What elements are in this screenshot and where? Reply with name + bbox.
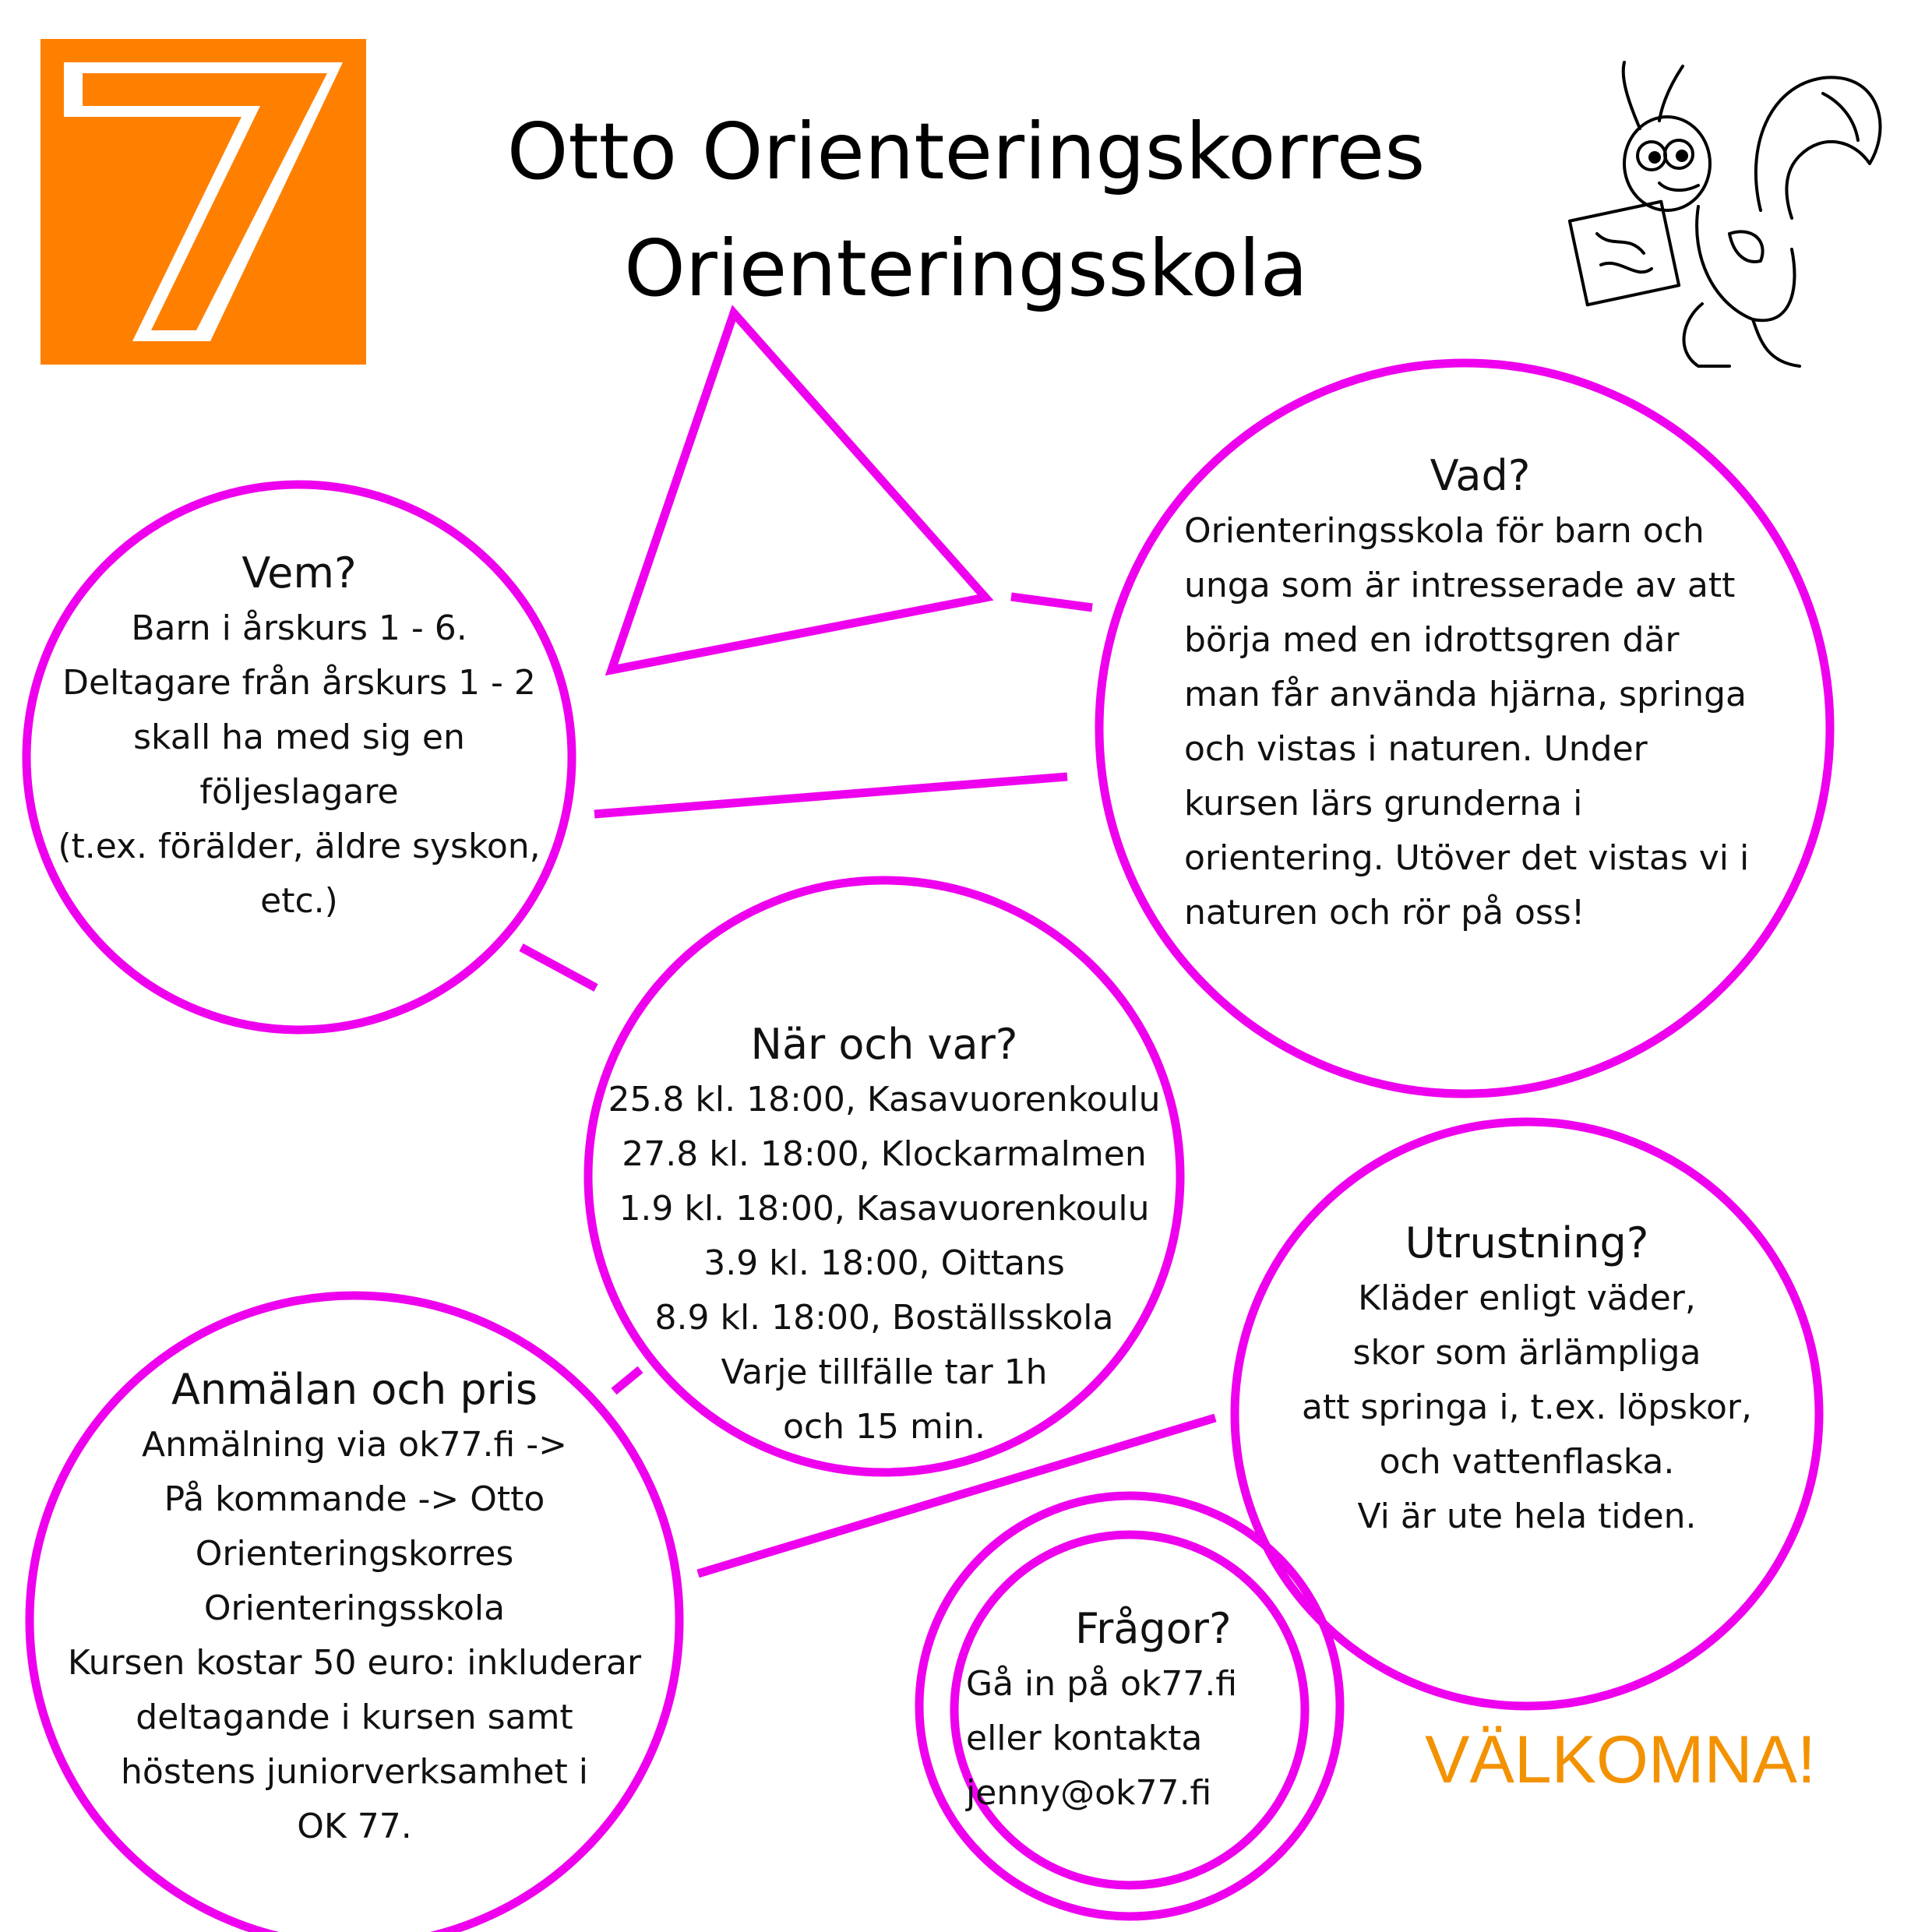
- anmalan-line: OK 77.: [297, 1807, 412, 1846]
- vem-section: [42, 545, 556, 929]
- nar-line: 25.8 kl. 18:00, Kasavuorenkoulu: [608, 1080, 1161, 1119]
- fragor-line: Gå in på ok77.fi: [966, 1664, 1238, 1704]
- nar-line: Varje tillfälle tar 1h: [721, 1352, 1048, 1392]
- anmalan-line: Orienteringskorres: [195, 1534, 514, 1574]
- vem-line: Barn i årskurs 1 - 6.: [131, 608, 467, 648]
- fragor-line: eller kontakta: [966, 1719, 1203, 1758]
- nar-heading: När och var?: [750, 1020, 1018, 1069]
- vad-line: naturen och rör på oss!: [1184, 893, 1585, 933]
- vem-line: etc.): [260, 881, 338, 921]
- vem-line: följeslagare: [199, 772, 399, 812]
- anmalan-line: deltagande i kursen samt: [136, 1698, 573, 1737]
- fragor-section: [966, 1601, 1293, 1821]
- anmalan-line: Anmälning via ok77.fi ->: [142, 1425, 567, 1465]
- vad-heading: Vad?: [1430, 451, 1531, 500]
- vem-heading: Vem?: [242, 548, 357, 598]
- connector-line: [521, 947, 596, 988]
- vem-line: (t.ex. förälder, äldre syskon,: [58, 827, 541, 866]
- vad-line: och vistas i naturen. Under: [1184, 729, 1648, 769]
- anmalan-line: Kursen kostar 50 euro: inkluderar: [67, 1643, 642, 1683]
- fragor-line: jenny@ok77.fi: [966, 1773, 1212, 1813]
- anmalan-line: Orienteringsskola: [203, 1588, 506, 1628]
- utrustning-line: och vattenflaska.: [1379, 1442, 1675, 1482]
- fragor-heading: Frågor?: [1075, 1604, 1232, 1653]
- title-line-2: Orienteringsskola: [624, 223, 1308, 314]
- utrustning-heading: Utrustning?: [1405, 1218, 1649, 1267]
- utrustning-line: Vi är ute hela tiden.: [1357, 1497, 1697, 1536]
- utrustning-section: [1262, 1215, 1792, 1544]
- anmalan-line: På kommande -> Otto: [164, 1479, 545, 1519]
- vad-line: Orienteringsskola för barn och: [1184, 511, 1705, 551]
- anmalan-heading: Anmälan och pris: [171, 1365, 538, 1414]
- vad-line: orientering. Utöver det vistas vi i: [1184, 838, 1750, 878]
- nar-line: 27.8 kl. 18:00, Klockarmalmen: [622, 1134, 1147, 1174]
- vad-line: kursen lärs grunderna i: [1184, 784, 1583, 823]
- vad-section: [1184, 448, 1823, 940]
- vem-line: skall ha med sig en: [133, 717, 465, 757]
- welcome-text: VÄLKOMNA!: [1425, 1722, 1816, 1797]
- nar-line: 3.9 kl. 18:00, Oittans: [703, 1243, 1065, 1283]
- vad-line: börja med en idrottsgren där: [1184, 620, 1680, 660]
- nar-section: [588, 1017, 1180, 1454]
- vad-line: unga som är intresserade av att: [1184, 566, 1736, 605]
- anmalan-section: [43, 1362, 666, 1854]
- connector-line: [594, 777, 1067, 814]
- nar-line: 8.9 kl. 18:00, Boställsskola: [654, 1298, 1114, 1338]
- anmalan-line: höstens juniorverksamhet i: [121, 1752, 588, 1792]
- vad-line: man får använda hjärna, springa: [1184, 675, 1747, 714]
- nar-line: och 15 min.: [783, 1407, 985, 1447]
- connector-line: [1011, 597, 1092, 608]
- utrustning-line: Kläder enligt väder,: [1358, 1278, 1696, 1318]
- nar-line: 1.9 kl. 18:00, Kasavuorenkoulu: [619, 1189, 1150, 1229]
- orienteering-triangle: [612, 313, 985, 670]
- utrustning-line: att springa i, t.ex. löpskor,: [1301, 1387, 1753, 1427]
- title-line-1: Otto Orienteringskorres: [506, 106, 1426, 197]
- vem-line: Deltagare från årskurs 1 - 2: [62, 663, 536, 703]
- utrustning-line: skor som ärlämpliga: [1352, 1333, 1701, 1373]
